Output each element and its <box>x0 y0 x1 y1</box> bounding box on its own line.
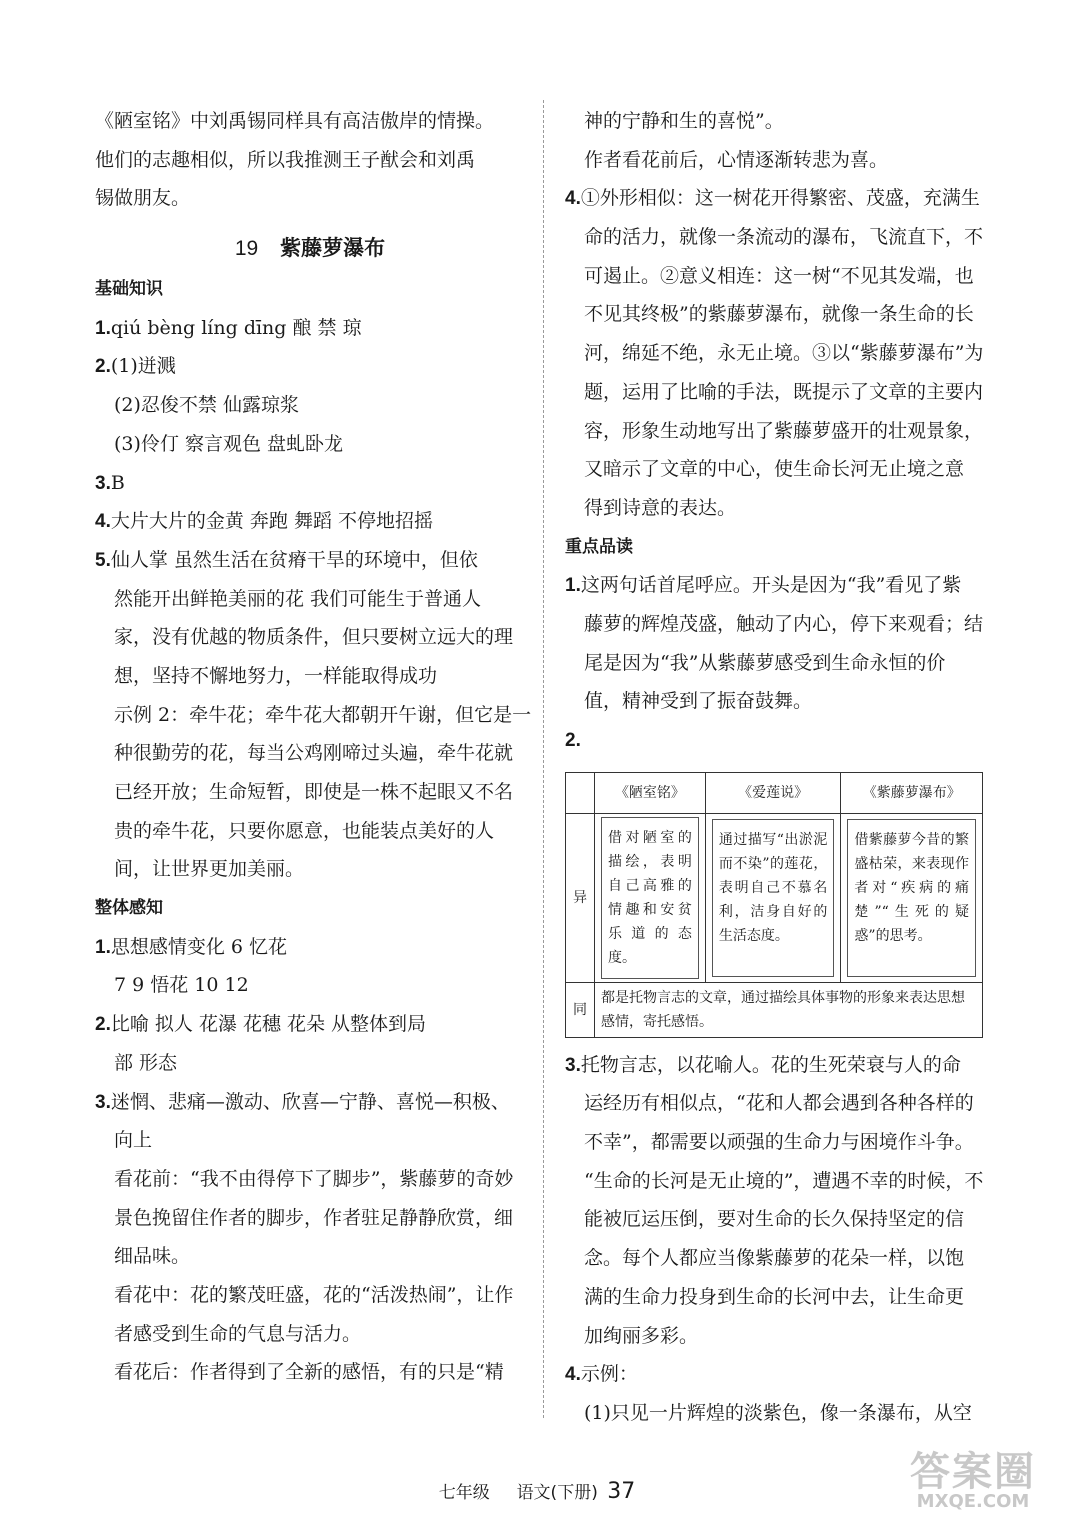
answer-line <box>565 179 995 218</box>
section-heading-overall: 整体感知 <box>95 898 163 919</box>
table-row-same <box>566 982 983 1037</box>
answer-line <box>95 502 525 541</box>
answer-line <box>565 721 995 760</box>
answer-line <box>95 1276 525 1315</box>
line-text: ①外形相似：这一树花开得繁密、茂盛，充满生 <box>580 187 980 210</box>
answer-line <box>565 412 995 451</box>
line-text: 向上 <box>114 1129 153 1152</box>
intro-line: 《陋室铭》中刘禹锡同样具有高洁傲岸的情操。 <box>95 110 495 132</box>
answer-line <box>95 1353 525 1392</box>
watermark-en: MXQE.COM <box>916 1491 1030 1512</box>
answer-line <box>565 257 995 296</box>
answer-line <box>95 1199 525 1238</box>
answer-line <box>95 541 525 580</box>
line-text: 作者看花前后，心情逐渐转悲为喜。 <box>584 148 889 171</box>
line-text: 7 9 悟花 10 12 <box>114 974 249 997</box>
table-cell-text: 借紫藤萝今昔的繁盛枯荣，来表现作者对“疾病的痛楚”“生死的疑惑”的思考。 <box>847 819 976 977</box>
answer-line <box>95 1044 525 1083</box>
answer-line <box>95 1160 525 1199</box>
answer-line <box>565 295 995 334</box>
row-label-same: 同 <box>566 982 595 1037</box>
footer-grade: 七年级 <box>438 1483 490 1503</box>
answer-line <box>95 734 525 773</box>
item-number: 4. <box>565 188 581 210</box>
table-cell-same: 都是托物言志的文章，通过描绘具体事物的形象来表达思想感情，寄托感悟。 <box>595 982 983 1037</box>
answer-line <box>565 1394 995 1433</box>
line-text: qiú bèng líng dīng 酿 禁 琼 <box>110 316 362 339</box>
line-text: 尾是因为“我”从紫藤萝感受到生命永恒的价 <box>584 651 946 674</box>
answer-line <box>95 773 525 812</box>
answer-line <box>95 580 525 619</box>
line-text: 示例 2：牵牛花；牵牛花大都朝开午谢，但它是一 <box>114 703 532 726</box>
item-number: 2. <box>95 1014 111 1036</box>
line-text: (2)忍俊不禁 仙露琼浆 <box>114 394 299 417</box>
answer-line <box>565 1317 995 1356</box>
line-text: 托物言志，以花喻人。花的生死荣衰与人的命 <box>580 1053 961 1076</box>
table-corner-cell <box>566 772 595 813</box>
answer-line <box>565 1084 995 1123</box>
item-number: 3. <box>565 1054 581 1076</box>
item-number: 2. <box>565 730 581 751</box>
line-text: 加绚丽多彩。 <box>584 1324 699 1347</box>
answer-line <box>565 141 995 180</box>
reading-answers <box>565 566 995 759</box>
answer-line <box>565 605 995 644</box>
table-cell <box>841 813 983 982</box>
line-text: 又暗示了文章的中心，使生命长河无止境之意 <box>584 458 965 481</box>
table-cell <box>595 813 706 982</box>
column-divider <box>543 100 544 1418</box>
line-text: 可遏止。②意义相连：这一树“不见其发端，也 <box>584 264 974 287</box>
line-text: 不幸”，都需要以顽强的生命力与困境作斗争。 <box>584 1131 974 1154</box>
answer-line <box>565 1239 995 1278</box>
answer-line <box>95 812 525 851</box>
line-text: 想，坚持不懈地努力，一样能取得成功 <box>114 664 438 687</box>
answer-line <box>565 1123 995 1162</box>
right-column <box>565 102 995 1433</box>
section-heading-reading: 重点品读 <box>565 536 633 557</box>
answer-line <box>565 373 995 412</box>
line-text: 这两句话首尾呼应。开头是因为“我”看见了紫 <box>580 574 962 597</box>
line-text: 比喻 拟人 花瀑 花穗 花朵 从整体到局 <box>110 1013 427 1036</box>
overall-answers <box>95 928 525 1392</box>
item-number: 4. <box>95 511 111 533</box>
line-text: 值，精神受到了振奋鼓舞。 <box>584 690 813 713</box>
answer-line <box>95 696 532 735</box>
answer-line <box>95 309 525 348</box>
line-text: 景色挽留住作者的脚步，作者驻足静静欣赏，细 <box>114 1206 514 1229</box>
line-text: 间，让世界更加美丽。 <box>114 858 305 881</box>
line-text: 看花中：花的繁茂旺盛，花的“活泼热闹”，让作 <box>114 1283 514 1306</box>
section-heading-basic: 基础知识 <box>95 279 163 300</box>
watermark-cn: 答案圈 <box>910 1449 1036 1495</box>
table-header-cell: 《爱莲说》 <box>705 772 841 813</box>
item-number: 3. <box>95 472 111 494</box>
line-text: 思想感情变化 6 忆花 <box>110 935 288 958</box>
line-text: 容，形象生动地写出了紫藤萝盛开的壮观景象， <box>584 419 984 442</box>
answer-line <box>95 966 525 1005</box>
line-text: 能被厄运压倒，要对生命的长久保持坚定的信 <box>584 1208 965 1231</box>
line-text: 细品味。 <box>114 1245 191 1268</box>
lesson-number: 19 <box>234 237 259 261</box>
continued-answers <box>565 102 995 528</box>
item-number: 2. <box>95 356 111 378</box>
line-text: 不见其终极”的紫藤萝瀑布，就像一条生命的长 <box>584 303 974 326</box>
table-header-row <box>566 772 983 813</box>
line-text: 满的生命力投身到生命的长河中去，让生命更 <box>584 1285 965 1308</box>
page-number: 37 <box>607 1479 636 1504</box>
watermark-logo <box>888 1440 1058 1512</box>
line-text: 神的宁静和生的喜悦”。 <box>584 110 784 132</box>
line-text: 家，没有优越的物质条件，但只要树立远大的理 <box>114 626 514 649</box>
item-number: 3. <box>95 1091 111 1113</box>
answer-line <box>95 425 525 464</box>
basic-answers <box>95 309 532 889</box>
answer-line <box>95 928 525 967</box>
line-text: 部 形态 <box>114 1051 178 1074</box>
line-text: 题，运用了比喻的手法，既提示了文章的主要内 <box>584 380 984 403</box>
line-text: 河，绵延不绝，永无止境。③以“紫藤萝瀑布”为 <box>584 342 984 365</box>
answer-line <box>95 1083 525 1122</box>
comparison-table <box>565 772 983 1038</box>
line-text: 仙人掌 虽然生活在贫瘠干旱的环境中，但依 <box>110 548 478 571</box>
line-text: 示例： <box>580 1363 638 1386</box>
table-header-cell: 《陋室铭》 <box>595 772 706 813</box>
intro-paragraph <box>95 102 525 218</box>
answer-line <box>565 566 995 605</box>
row-label-diff: 异 <box>566 813 595 982</box>
line-text: 贵的牵牛花，只要你愿意，也能装点美好的人 <box>114 819 495 842</box>
answer-line <box>565 644 995 683</box>
line-text: 运经历有相似点，“花和人都会遇到各种各样的 <box>584 1092 974 1115</box>
answer-line <box>95 850 525 889</box>
answer-line <box>565 1046 995 1085</box>
left-column <box>95 102 532 1392</box>
line-text: 命的活力，就像一条流动的瀑布，飞流直下，不 <box>584 226 984 249</box>
item-number: 5. <box>95 549 111 571</box>
line-text: B <box>110 471 125 494</box>
line-text: 看花前：“我不由得停下了脚步”，紫藤萝的奇妙 <box>114 1167 514 1190</box>
answer-line <box>95 1121 525 1160</box>
intro-line: 锡做朋友。 <box>95 187 191 210</box>
line-text: 已经开放；生命短暂，即使是一株不起眼又不名 <box>114 781 514 803</box>
line-text: (1)只见一片辉煌的淡紫色，像一条瀑布，从空 <box>584 1401 972 1424</box>
line-text: (3)伶仃 察言观色 盘虬卧龙 <box>114 432 343 455</box>
answer-line <box>95 1005 525 1044</box>
item-number: 1. <box>95 936 111 958</box>
answer-line <box>95 657 525 696</box>
answer-line <box>565 334 995 373</box>
answer-line <box>95 386 525 425</box>
footer-subject: 语文(下册) <box>516 1483 598 1503</box>
answer-line <box>565 218 995 257</box>
answer-line <box>95 347 525 386</box>
line-text: 种很勤劳的花，每当公鸡刚啼过头遍，牵牛花就 <box>114 742 514 765</box>
line-text: 然能开出鲜艳美丽的花 我们可能生于普通人 <box>114 587 482 610</box>
answer-line <box>565 1200 995 1239</box>
line-text: “生命的长河是无止境的”，遭遇不幸的时候，不 <box>584 1169 984 1192</box>
answer-line <box>565 1162 995 1201</box>
item-number: 4. <box>565 1364 581 1386</box>
answer-line <box>565 1278 995 1317</box>
answer-line <box>565 1355 995 1394</box>
answer-line <box>565 489 995 528</box>
line-text: 藤萝的辉煌茂盛，触动了内心，停下来观看；结 <box>584 612 984 635</box>
line-text: 大片大片的金黄 奔跑 舞蹈 不停地招摇 <box>110 510 433 533</box>
answer-line <box>95 618 525 657</box>
answer-line <box>565 450 995 489</box>
table-cell-text: 通过描写“出淤泥而不染”的莲花，表明自己不慕名利，洁身自好的生活态度。 <box>712 819 835 977</box>
table-cell <box>705 813 841 982</box>
line-text: 者感受到生命的气息与活力。 <box>114 1322 362 1345</box>
line-text: (1)迸溅 <box>110 355 176 378</box>
answer-line <box>95 1315 525 1354</box>
lesson-name: 紫藤萝瀑布 <box>280 236 386 261</box>
table-header-cell: 《紫藤萝瀑布》 <box>841 772 983 813</box>
intro-line: 他们的志趣相似，所以我推测王子猷会和刘禹 <box>95 148 476 171</box>
more-answers <box>565 1046 995 1433</box>
answer-line <box>95 1237 525 1276</box>
answer-line <box>565 102 995 141</box>
item-number: 1. <box>565 575 581 597</box>
answer-line <box>565 682 995 721</box>
line-text: 得到诗意的表达。 <box>584 496 737 519</box>
table-row-diff <box>566 813 983 982</box>
line-text: 念。每个人都应当像紫藤萝的花朵一样，以饱 <box>584 1247 965 1270</box>
table-cell-text: 借对陋室的描绘，表明自己高雅的情趣和安贫乐道的态度。 <box>601 817 699 979</box>
answer-line <box>95 464 525 503</box>
lesson-title <box>95 218 525 270</box>
item-number: 1. <box>95 317 111 339</box>
line-text: 看花后：作者得到了全新的感悟，有的只是“精 <box>114 1361 504 1384</box>
line-text: 迷惘、悲痛—激动、欣喜—宁静、喜悦—积极、 <box>110 1090 510 1113</box>
